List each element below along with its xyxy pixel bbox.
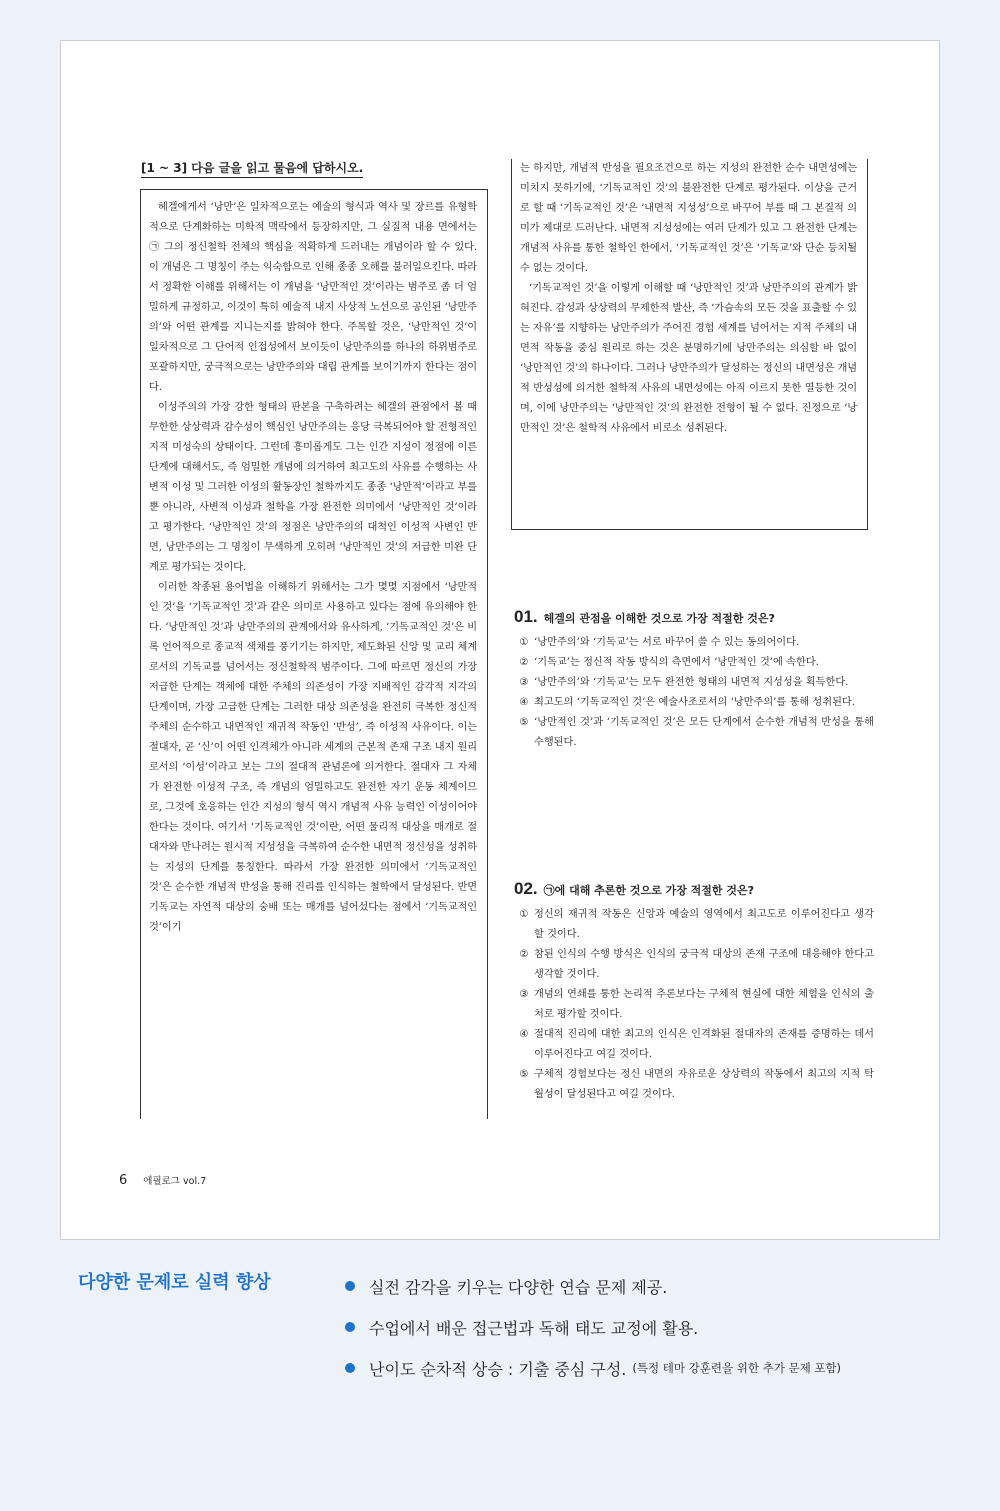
bullet-dot-icon bbox=[345, 1322, 355, 1332]
option-text: 최고도의 ‘기독교적인 것’은 예술사조로서의 ‘낭만주의’를 통해 성취된다. bbox=[534, 697, 856, 708]
passage-paragraph: 는 하지만, 개념적 반성을 필요조건으로 하는 지성의 완전한 순수 내면성에는 미치지 못하기에, ‘기독교적인 것’의 불완전한 단계로 평가된다. 이상을 근거로 할 때 ‘기독교적인 것’은 ‘내면적 지성성’으로 바꾸어 부를 때 그 본질적 의미가 제대로 드러난다. 내면적 지성성에는 여러 단계가 있고 그 완전한 단계는 개념적 사유를 통한 철학인 한에서, ‘기독교적인 것’은 ‘기독교’와 단순 등치될 수 없는 것이다. bbox=[520, 163, 857, 274]
answer-option[interactable] bbox=[514, 673, 874, 693]
feature-item bbox=[345, 1349, 841, 1387]
answer-option[interactable] bbox=[514, 713, 874, 753]
page-number: 6 bbox=[119, 1173, 128, 1188]
option-marker: ② bbox=[519, 657, 529, 668]
question-stem: ㉠에 대해 추론한 것으로 가장 적절한 것은? bbox=[543, 884, 755, 897]
textbook-page bbox=[60, 40, 940, 1240]
feature-text: 난이도 순차적 상승 : 기출 중심 구성. bbox=[369, 1359, 627, 1379]
option-marker: ① bbox=[519, 909, 529, 920]
option-text: 참된 인식의 수행 방식은 인식의 궁극적 대상의 존재 구조에 대응해야 한다고 생각할 것이다. bbox=[534, 949, 874, 980]
question-number: 01. bbox=[514, 607, 538, 626]
option-marker: ② bbox=[519, 949, 529, 960]
answer-option[interactable] bbox=[514, 653, 874, 673]
feature-note: (특정 테마 강훈련을 위한 추가 문제 포함) bbox=[632, 1361, 842, 1375]
feature-band bbox=[0, 1240, 1000, 1511]
feature-text: 실전 감각을 키우는 다양한 연습 문제 제공. bbox=[369, 1277, 668, 1297]
answer-option[interactable] bbox=[514, 945, 874, 985]
option-text: 개념의 연쇄를 통한 논리적 추론보다는 구체적 현실에 대한 체험을 인식의 출처로 평가할 것이다. bbox=[534, 989, 874, 1020]
feature-title: 다양한 문제로 실력 향상 bbox=[78, 1272, 271, 1293]
answer-option[interactable] bbox=[514, 1065, 874, 1105]
question-1 bbox=[514, 607, 874, 753]
option-marker: ④ bbox=[519, 1029, 529, 1040]
feature-list bbox=[345, 1267, 841, 1390]
bullet-dot-icon bbox=[345, 1281, 355, 1291]
feature-item bbox=[345, 1308, 841, 1346]
passage-paragraph: 이성주의의 가장 강한 형태의 판본을 구축하려는 헤겔의 관점에서 볼 때 무한한 상상력과 감수성이 핵심인 낭만주의는 응당 극복되어야 할 전형적인 지적 미성숙의 상태이다. 그런데 흥미롭게도 그는 인간 지성이 정점에 이른 단계에 대해서도, 즉 엄밀한 개념에 의거하여 최고도의 사유를 수행하는 사변적 이성 및 그러한 이성의 활동장인 철학까지도 종종 ‘낭만적’이라고 부를 뿐 아니라, 사변적 이성과 철학을 가장 완전한 의미에서 ‘낭만적인 것’이라고 평가한다. ‘낭만적인 것’의 정점은 낭만주의의 대척인 이성적 사변인 반면, 낭만주의는 그 명칭이 무색하게 오히려 ‘낭만적인 것’의 저급한 미완 단계로 평가되는 것이다. bbox=[149, 402, 477, 573]
passage-box-right bbox=[511, 159, 868, 530]
feature-item bbox=[345, 1267, 841, 1305]
question-stem: 헤겔의 관점을 이해한 것으로 가장 적절한 것은? bbox=[543, 612, 775, 625]
option-text: 절대적 진리에 대한 최고의 인식은 인격화된 절대자의 존재를 증명하는 데서 이루어진다고 여길 것이다. bbox=[534, 1029, 874, 1060]
option-text: ‘낭만주의’와 ‘기독교’는 모두 완전한 형태의 내면적 지성성을 획득한다. bbox=[534, 677, 849, 688]
question-number: 02. bbox=[514, 879, 538, 898]
question-title bbox=[514, 879, 874, 899]
option-marker: ④ bbox=[519, 697, 529, 708]
publication-name: 에필로그 vol.7 bbox=[143, 1176, 207, 1187]
passage-paragraph: 이러한 착종된 용어법을 이해하기 위해서는 그가 몇몇 지점에서 ‘낭만적인 것’을 ‘기독교적인 것’과 같은 의미로 사용하고 있다는 점에 유의해야 한다. ‘낭만적인 것’과 낭만주의의 관계에서와 유사하게, ‘기독교적인 것’은 비록 언어적으로 종교적 색채를 풍기기는 하지만, 제도화된 신앙 및 교리 체계로서의 기독교를 넘어서는 정신철학적 범주이다. 그에 따르면 정신의 가장 저급한 단계는 객체에 대한 주체의 의존성이 가장 지배적인 감각적 지각의 단계이며, 가장 고급한 단계는 그러한 대상 의존성을 완전히 극복한 정신적 주체의 순수하고 내면적인 재귀적 작동인 ‘반성’, 즉 이성적 사유이다. 이는 절대자, 곧 ‘신’이 어떤 인격체가 아니라 세계의 근본적 존재 구조 내지 원리로서의 ‘이성’이라고 보는 그의 절대적 관념론에 의거한다. 절대자 그 자체가 완전한 이성적 구조, 즉 개념의 엄밀하고도 완전한 자기 운동 체계이므로, 그것에 호응하는 인간 지성의 형식 역시 개념적 사유 능력인 이성이어야 한다는 것이다. 여기서 ‘기독교적인 것’이란, 어떤 물리적 대상을 매개로 절대자와 만나려는 원시적 지성성을 극복하여 순수한 내면적 정신성을 성취하는 지성의 단계를 통칭한다. 따라서 가장 완전한 의미에서 ‘기독교적인 것’은 순수한 개념적 반성을 통해 진리를 인식하는 철학에서 달성된다. 반면 기독교는 자연적 대상의 숭배 또는 매개를 넘어섰다는 점에서 ‘기독교적인 것’이기 bbox=[149, 582, 477, 933]
option-marker: ⑤ bbox=[519, 717, 529, 728]
option-text: 정신의 재귀적 작동은 신앙과 예술의 영역에서 최고도로 이루어진다고 생각할 것이다. bbox=[534, 909, 874, 940]
option-marker: ③ bbox=[519, 677, 529, 688]
option-marker: ⑤ bbox=[519, 1069, 529, 1080]
option-text: ‘낭만주의’와 ‘기독교’는 서로 바꾸어 쓸 수 있는 동의어이다. bbox=[534, 637, 800, 648]
page-footer bbox=[119, 1173, 206, 1188]
option-text: ‘낭만적인 것’과 ‘기독교적인 것’은 모든 단계에서 순수한 개념적 반성을 통해 수행된다. bbox=[534, 717, 874, 748]
answer-option[interactable] bbox=[514, 633, 874, 653]
answer-option[interactable] bbox=[514, 985, 874, 1025]
passage-paragraph: 헤겔에게서 ‘낭만’은 일차적으로는 예술의 형식과 역사 및 장르를 유형학적으로 단계화하는 미학적 맥락에서 등장하지만, 그 실질적 내용 면에서는 ㉠ 그의 정신철학 전체의 핵심을 적확하게 드러내는 개념이라 할 수 있다. 이 개념은 그 명칭이 주는 익숙함으로 인해 종종 오해를 불러일으킨다. 따라서 정확한 이해를 위해서는 이 개념을 ‘낭만적인 것’이라는 범주로 좀 더 엄밀하게 규정하고, 이것이 특히 예술적 내지 사상적 노선으로 공인된 ‘낭만주의’와 어떤 관계를 지니는지를 밝혀야 한다. 주목할 것은, ‘낭만적인 것’이 일차적으로 그 단어적 인접성에서 보이듯이 낭만주의를 하나의 하위범주로 포괄하지만, 궁극적으로는 낭만주의와 대립 관계를 보이기까지 한다는 점이다. bbox=[149, 202, 477, 393]
option-marker: ① bbox=[519, 637, 529, 648]
option-text: ‘기독교’는 정신적 작동 방식의 측면에서 ‘낭만적인 것’에 속한다. bbox=[534, 657, 819, 668]
option-text: 구체적 경험보다는 정신 내면의 자유로운 상상력의 작동에서 최고의 지적 탁월성이 달성된다고 여길 것이다. bbox=[534, 1069, 874, 1100]
answer-option[interactable] bbox=[514, 1025, 874, 1065]
option-marker: ③ bbox=[519, 989, 529, 1000]
bullet-dot-icon bbox=[345, 1363, 355, 1373]
feature-text: 수업에서 배운 접근법과 독해 태도 교정에 활용. bbox=[369, 1318, 699, 1338]
passage-box-left bbox=[140, 189, 488, 1119]
passage-paragraph: ‘기독교적인 것’을 이렇게 이해할 때 ‘낭만적인 것’과 낭만주의의 관계가 밝혀진다. 감성과 상상력의 무제한적 발산, 즉 ‘가슴속의 모든 것을 표출할 수 있는 자유’를 지향하는 낭만주의가 주어진 경험 세계를 넘어서는 지적 주체의 내면적 작동을 중심 원리로 하는 것은 분명하기에 낭만주의는 의심할 바 없이 ‘낭만적인 것’의 하나이다. 그러나 낭만주의가 달성하는 정신의 내면성은 개념적 반성성에 의거한 철학적 사유의 내면성에는 아직 이르지 못한 열등한 것이며, 이에 낭만주의는 ‘낭만적인 것’의 완전한 전형이 될 수 없다. 진정으로 ‘낭만적인 것’은 철학적 사유에서 비로소 성취된다. bbox=[520, 283, 857, 434]
question-title bbox=[514, 607, 874, 627]
question-2 bbox=[514, 879, 874, 1105]
answer-option[interactable] bbox=[514, 693, 874, 713]
answer-option[interactable] bbox=[514, 905, 874, 945]
question-set-heading: [1 ~ 3] 다음 글을 읽고 물음에 답하시오. bbox=[141, 159, 363, 178]
